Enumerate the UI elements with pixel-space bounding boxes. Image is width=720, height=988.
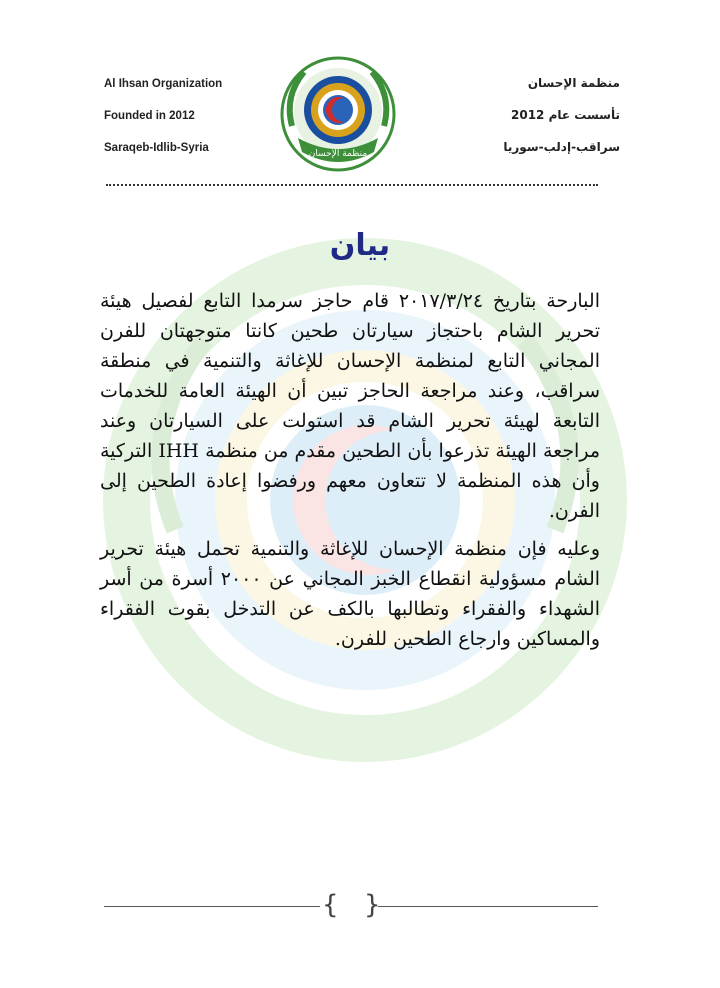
footer-bracket-left-icon: { <box>322 890 339 920</box>
footer-line-left <box>104 906 320 907</box>
header-divider <box>106 184 598 186</box>
footer-bracket-right-icon: } <box>364 890 381 920</box>
founded-en: Founded in 2012 <box>104 110 195 122</box>
footer-line-right <box>378 906 598 907</box>
header-arabic-block <box>440 74 620 170</box>
org-name-en: Al Ihsan Organization <box>104 78 223 90</box>
location-ar: سراقب-إدلب-سوريا <box>503 140 620 154</box>
founded-ar: تأسست عام 2012 <box>511 108 620 122</box>
header-english-block <box>104 76 284 172</box>
statement-title: بيان <box>329 228 391 263</box>
paragraph-2: وعليه فإن منظمة الإحسان للإغاثة والتنمية تحمل هيئة تحرير الشام مسؤولية انقطاع الخبز المجاني عن ٢٠٠٠ أسرة من أسر الشهداء والفقراء وتطالبها بالكف عن التدخل بقوت الفقراء والمساكين وارجاع الطحين للفرن. <box>100 538 601 650</box>
statement-body <box>100 286 600 662</box>
org-name-ar: منظمة الإحسان <box>527 76 620 90</box>
logo-text: منظمة الإحسان <box>308 149 368 159</box>
paragraph-1: البارحة بتاريخ ٢٠١٧/٣/٢٤ قام حاجز سرمدا التابع لفصيل هيئة تحرير الشام باحتجاز سيارتان طحين كانتا متوجهتان للفرن المجاني التابع لمنظمة الإحسان للإغاثة والتنمية في منطقة سراقب، وعند مراجعة الحاجز تبين أن الهيئة العامة للخدمات التابعة لهيئة تحرير الشام قد استولت على السيارتان وعند مراجعة الهيئة تذرعوا بأن الطحين مقدم من منظمة IHH التركية وأن هذه المنظمة لا تتعاون معهم ورفضوا إعادة الطحين إلى الفرن. <box>100 290 600 522</box>
organization-logo <box>276 56 400 174</box>
location-en: Saraqeb-Idlib-Syria <box>104 142 209 154</box>
